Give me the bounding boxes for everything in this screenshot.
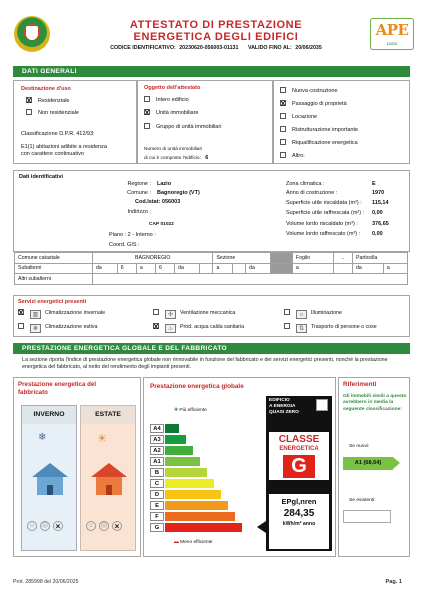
checkbox-unchecked[interactable] [280,113,286,119]
house-icon [91,463,127,495]
esistenti-class-box [343,510,391,523]
option-residenziale[interactable]: XResidenziale [26,97,70,104]
classe-pointer [257,521,266,533]
coat-of-arms-emblem [14,16,50,52]
table-row: Altri subalterni [15,274,408,285]
piano-value: 2 [127,232,131,238]
globale-heading: Prestazione energetica globale [150,383,244,390]
elevator-icon: ⇅ [296,324,307,333]
count-value: 6 [205,155,209,161]
valid-value: 20/06/2035 [295,45,322,51]
inverno-label: INVERNO [22,406,76,424]
neutral-icon: ☹ [100,523,108,529]
service-climatizzazione-estiva[interactable]: ❄ Climatizzazione estiva [18,323,97,333]
bulb-icon: ☼ [296,310,307,319]
classe-box: CLASSE ENERGETICA G [269,432,329,480]
servizi-heading: Servizi energetici presenti [18,299,87,305]
count-label: Numero di unità immobiliari [144,147,203,152]
sad-icon-marked: × [112,521,122,531]
code-line [68,45,364,51]
epgl-value: 284,35 [283,508,315,519]
neutral-icon: ☹ [41,523,49,529]
title-line-2: ENERGETICA DEGLI EDIFICI [133,30,299,43]
vol-risc-value: 376,65 [372,221,389,227]
option-passaggio-proprieta[interactable]: XPassaggio di proprietà [280,100,347,107]
page-number: Pag. 1 [385,579,402,585]
valid-label: VALIDO FINO AL: [247,45,292,51]
motivazione-panel [273,80,410,164]
checkbox-unchecked[interactable] [26,109,32,115]
service-trasporto[interactable]: ⇅ Trasporto di persone o cose [284,323,377,333]
anno-value: 1970 [372,190,385,196]
ape-logo-text: APE [375,21,409,39]
vol-raff-value: 0,00 [372,231,383,237]
estate-card [80,405,136,551]
snowflake-icon: ❄ [30,324,41,333]
riferimenti-heading: Riferimenti [343,381,377,388]
option-gruppo-unita[interactable]: Gruppo di unità immobiliari [144,123,221,130]
meno-efficiente: ▬ Meno efficiente [174,540,213,545]
checkbox-unchecked[interactable] [18,323,24,329]
house-icon [32,463,68,495]
classe-badge [266,396,332,551]
fabbricato-heading: Prestazione energetica del [18,381,97,388]
istat-value: 056003 [161,199,181,205]
servizi-panel [13,295,410,337]
document-footer [13,579,410,585]
title-line-1: ATTESTATO DI PRESTAZIONE [129,19,303,31]
sad-icon-marked: × [53,521,63,531]
riferimenti-panel [338,377,410,557]
sup-risc-value: 115,14 [372,200,389,206]
sup-raff-value: 0,00 [372,210,383,216]
option-altro[interactable]: Altro: [280,152,305,159]
catasto-table [14,252,408,285]
checkbox-checked[interactable] [280,100,286,106]
radiator-icon: ▥ [30,310,41,319]
option-intero-edificio[interactable]: Intero edificio [144,96,189,103]
edificio-zero-checkbox[interactable] [316,399,328,411]
checkbox-unchecked[interactable] [280,87,286,93]
smile-icon: ☺ [28,523,36,529]
table-row: Subalterni da 6 a 6 da a da a da a [15,263,408,274]
smile-icon: ☺ [87,523,95,529]
zona-value: E [372,181,376,187]
ape-logo-sub: Lazio [386,41,398,46]
dati-identificativi-panel: Dati identificativi Regione : Lazio Comune : Bagnoregio (VT) Cod.Istat: 056003 Indirizzo : CAP 01022 Piano : 2 - Interno : Coord. GIS : Zona climatica : E Anno di costruzione : 1970 Superficie utile riscaldata (m²) : 115,14 Superficie utile raffrescata (m²) : 0,00 Volume lordo riscaldato (m³) : 376,65 Volume lordo raffrescato (m³) : 0,00 [13,170,410,252]
nuovi-label: Se nuovi: [349,444,370,449]
document-header [8,12,415,58]
checkbox-unchecked[interactable] [284,323,290,329]
classification-label: Classificazione D.P.R. 412/93: [21,131,95,137]
option-unita-immobiliare[interactable]: XUnità immobiliare [144,109,199,116]
checkbox-checked[interactable] [144,109,150,115]
identificativi-heading: Dati identificativi [19,174,64,180]
checkbox-checked[interactable] [26,97,32,103]
service-climatizzazione-invernale[interactable]: X▥ Climatizzazione invernale [18,309,105,319]
service-ventilazione[interactable]: ✢ Ventilazione meccanica [153,309,235,319]
checkbox-unchecked[interactable] [284,309,290,315]
globale-panel: Prestazione energetica globale ✚ Più efficiente A4 A3 A2 A1 B C D E F G ▬ Meno efficiente EDIFICIO A ENERGIA QUASI ZERO CLASSE ENERGETICA G EPgl,nren 284,35 kWh/m² anno [143,377,336,557]
service-acqua-calda[interactable]: X ♨ Prod. acqua calda sanitaria [153,323,244,333]
count-row: di cui è composto l'edificio: 6 [144,155,209,161]
checkbox-unchecked[interactable] [280,139,286,145]
estate-label: ESTATE [81,406,135,424]
inverno-card [21,405,77,551]
section-bar-prestazione: PRESTAZIONE ENERGETICA GLOBALE E DEL FABBRICATO [13,343,410,354]
option-riqualificazione[interactable]: Riqualificazione energetica [280,139,358,146]
option-locazione[interactable]: Locazione [280,113,317,120]
table-row: Comune catastale BAGNOREGIO Sezione Foglio .. Particella [15,253,408,264]
tap-icon: ♨ [165,324,176,333]
document-title [68,20,364,43]
epgl-box: EPgl,nren 284,35 kWh/m² anno [269,494,329,549]
option-ristrutturazione[interactable]: Ristrutturazione importante [280,126,358,133]
intro-paragraph: La sezione riporta l'indice di prestazione energetica globale non rinnovabile in funzione del fabbricato e dei servizi energetici presenti, nonché la prestazione energetica del fabbricato, al netto del rendimento degli impianti presenti. [22,357,388,370]
esistenti-label: Se esistenti: [349,498,376,503]
sun-icon: ☀ [97,433,107,445]
classification-value: E1(1) abitazioni adibite a residenza [21,144,107,150]
code-value: 20230620-056003-01131 [179,45,239,51]
oggetto-heading: Oggetto dell'attestato [144,85,201,91]
checkbox-checked[interactable] [153,323,159,329]
piu-efficiente: ✚ Più efficiente [174,408,207,413]
fan-icon: ✢ [165,310,176,319]
section-bar-dati-generali: DATI GENERALI [13,66,410,77]
classe-value: G [283,455,315,478]
service-illuminazione[interactable]: ☼ Illuminazione [284,309,342,319]
checkbox-unchecked[interactable] [280,126,286,132]
destinazione-panel [13,80,137,164]
ape-logo [370,18,414,50]
option-non-residenziale[interactable]: Non residenziale [26,109,79,116]
riferimenti-text: Gli immobili simili a questo avrebbero in media la seguente classificazione: [343,394,407,412]
snowflake-icon: ❄ [38,432,47,443]
checkbox-unchecked[interactable] [144,123,150,129]
comune-value: Bagnoregio (VT) [157,190,200,196]
fabbricato-heading-2: fabbricato [18,389,48,396]
protocol-number: Prot. 285998 del 20/06/2025 [13,579,79,585]
fabbricato-panel [13,377,141,557]
nuovi-class-arrow: A1 (68,64) [343,457,393,470]
regione-value: Lazio [157,181,172,187]
oggetto-panel [137,80,273,164]
comune-catastale-value: BAGNOREGIO [93,253,213,264]
checkbox-checked[interactable] [18,309,24,315]
edificio-zero-label: EDIFICIO A ENERGIA QUASI ZERO [269,398,299,415]
checkbox-unchecked[interactable] [153,309,159,315]
classification-value-2: con carattere continuativo [21,151,84,157]
cap-value: 01022 [160,222,174,227]
checkbox-unchecked[interactable] [144,96,150,102]
destinazione-heading: Destinazione d'uso [21,86,71,92]
option-nuova-costruzione[interactable]: Nuova costruzione [280,87,338,94]
checkbox-unchecked[interactable] [280,152,286,158]
code-label: CODICE IDENTIFICATIVO: [110,45,176,51]
